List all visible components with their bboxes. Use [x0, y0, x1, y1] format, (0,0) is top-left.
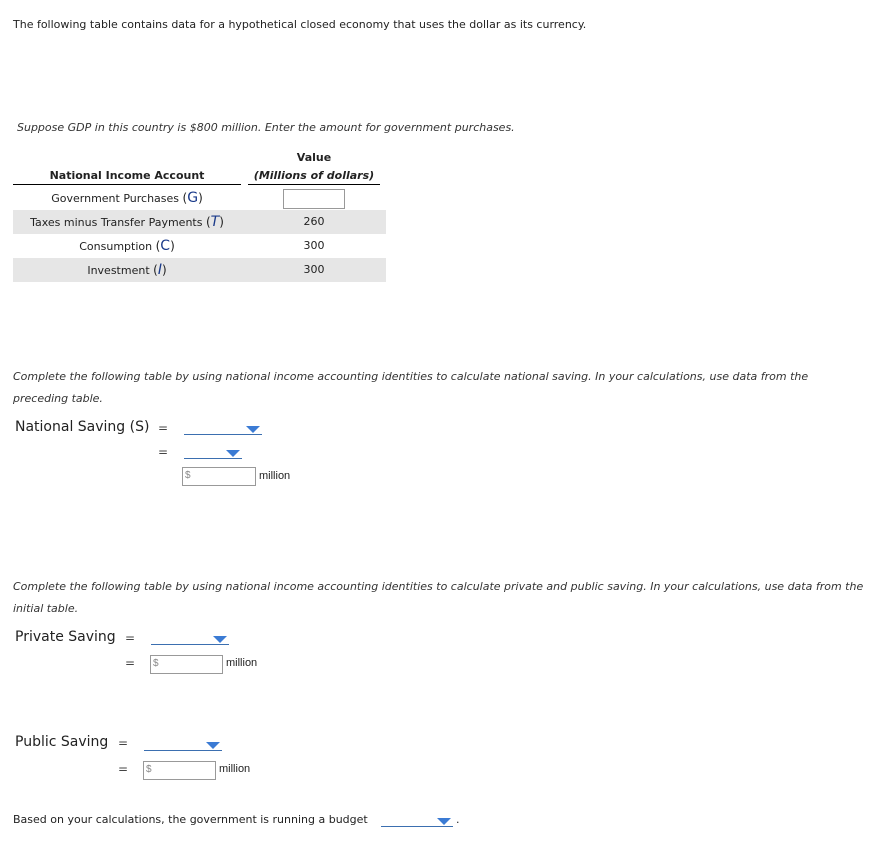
chevron-down-icon	[213, 636, 227, 643]
intro-text: The following table contains data for a hypothetical closed economy that uses the dollar as its currency.	[13, 18, 587, 31]
equals-sign: =	[158, 421, 169, 435]
table-row	[13, 210, 386, 234]
paren-close: )	[161, 263, 167, 277]
table-header-divider	[13, 184, 241, 185]
unit-label: million	[226, 657, 258, 669]
chevron-down-icon	[206, 742, 220, 749]
dollar-sign: $	[153, 658, 159, 669]
row-label-text: Government Purchases	[51, 192, 180, 205]
table-header-value: Value	[296, 151, 332, 164]
private-saving-input[interactable]	[150, 655, 223, 674]
conclusion-text: Based on your calculations, the government is running a budget	[13, 813, 368, 826]
row-label	[13, 186, 241, 210]
row-label-text: Investment	[87, 264, 150, 277]
paren-close: )	[170, 239, 175, 253]
question-gov-purchases: Suppose GDP in this country is $800 million. Enter the amount for government purchases.	[17, 121, 515, 134]
table-row	[13, 234, 386, 258]
private-saving-formula-dropdown[interactable]	[151, 630, 229, 645]
public-saving-input[interactable]	[143, 761, 216, 780]
paren-close: )	[198, 191, 203, 205]
table-header-account: National Income Account	[49, 169, 205, 182]
paren-open: (	[153, 263, 158, 277]
chevron-down-icon	[226, 450, 240, 457]
private-saving-label: Private Saving	[15, 629, 116, 645]
table-header-divider	[248, 184, 380, 185]
table-header-unit: (Millions of dollars)	[253, 169, 375, 182]
national-saving-label: National Saving (S)	[15, 419, 150, 435]
row-label	[13, 258, 241, 282]
equals-sign: =	[125, 631, 136, 645]
conclusion-period: .	[456, 813, 460, 826]
dollar-sign: $	[146, 764, 152, 775]
row-symbol: I	[157, 262, 162, 278]
paren-close: )	[219, 215, 224, 229]
public-saving-formula-dropdown[interactable]	[144, 736, 222, 751]
unit-label: million	[259, 470, 291, 482]
dollar-sign: $	[185, 470, 191, 481]
paren-open: (	[182, 191, 188, 205]
paren-open: (	[155, 239, 161, 253]
paren-open: (	[205, 215, 211, 229]
row-value: 300	[303, 239, 325, 252]
national-saving-values-dropdown[interactable]	[184, 444, 242, 459]
row-symbol: C	[160, 238, 171, 254]
row-value: 300	[303, 263, 325, 276]
chevron-down-icon	[246, 426, 260, 433]
table-row	[13, 186, 386, 210]
national-saving-input[interactable]	[182, 467, 256, 486]
chevron-down-icon	[437, 818, 451, 825]
row-label-text: Taxes minus Transfer Payments	[30, 216, 203, 229]
equals-sign: =	[158, 445, 169, 459]
unit-label: million	[219, 763, 251, 775]
public-saving-label: Public Saving	[15, 734, 109, 750]
equals-sign: =	[118, 736, 129, 750]
budget-status-dropdown[interactable]	[381, 812, 453, 827]
question-national-saving: Complete the following table by using national income accounting identities to calculate national saving. In your calculations, use data from the preceding table.	[13, 370, 809, 405]
row-symbol: T	[210, 214, 220, 230]
equals-sign: =	[118, 762, 129, 776]
national-saving-formula-dropdown[interactable]	[184, 420, 262, 435]
row-label-text: Consumption	[79, 240, 153, 253]
question-private-public-saving: Complete the following table by using national income accounting identities to calculate private and public saving. In your calculations, use data from the initial table.	[13, 580, 864, 615]
gov-purchases-input[interactable]	[283, 189, 345, 209]
equals-sign: =	[125, 656, 136, 670]
row-value: 260	[303, 215, 325, 228]
table-row	[13, 258, 386, 282]
row-label	[13, 210, 241, 234]
row-label	[13, 234, 241, 258]
row-symbol: G	[187, 190, 199, 206]
